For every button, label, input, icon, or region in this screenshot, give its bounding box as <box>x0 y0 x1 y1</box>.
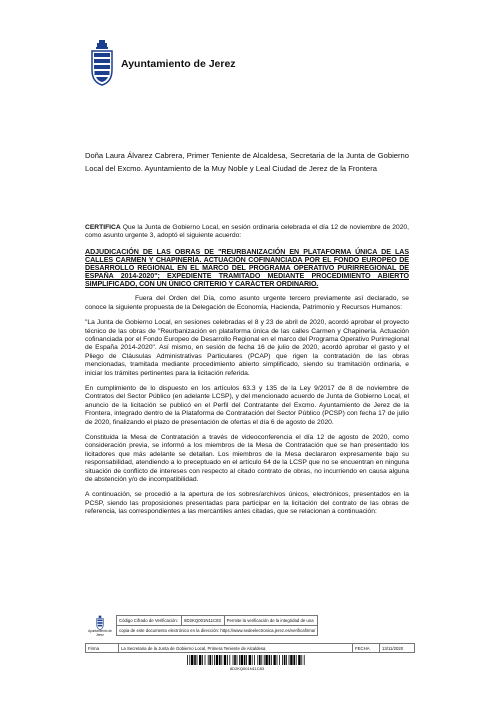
barcode-bar <box>189 655 190 665</box>
barcode-bar <box>202 655 203 665</box>
footer-seal-icon <box>95 615 105 630</box>
barcode-bar <box>273 655 275 665</box>
paragraph: A continuación, se procedió a la apertura de los sobres/archivos únicos, electrónicos, presentados en la PCSP, siendo las proposiciones presentadas para participar en la licitación del contrato de las obras de referencia, las correspondientes a las mercantiles antes citadas, que se relacionan a continuación: <box>85 491 409 516</box>
barcode-bar <box>208 655 209 665</box>
firma-label: Firma <box>86 644 119 653</box>
fecha-value: 13/11/2020 <box>380 644 415 653</box>
barcode-bar <box>254 655 255 665</box>
barcode-bar <box>205 655 206 665</box>
footer-seal <box>85 615 115 640</box>
barcode-bar <box>246 655 247 665</box>
barcode-bar <box>237 655 238 665</box>
fecha-label: FECHA <box>353 644 380 653</box>
barcode-bar <box>290 655 292 665</box>
barcode-bar <box>214 655 215 665</box>
barcode-bar <box>293 655 295 665</box>
barcode-bar <box>227 655 228 665</box>
intro-paragraph: Doña Laura Álvarez Cabrera, Primer Teniente de Alcaldesa, Secretaria de la Junta de Gobierno Local del Excmo. Ayuntamiento de la Muy Noble y Leal Ciudad de Jerez de la Frontera <box>85 151 409 173</box>
barcode-bar <box>221 655 222 665</box>
barcode-bar <box>264 655 265 665</box>
barcode-bar <box>199 655 201 665</box>
barcode-bar <box>304 655 305 665</box>
barcode-bar <box>257 655 258 665</box>
paragraph: En cumplimiento de lo dispuesto en los artículos 63.3 y 135 de la Ley 9/2017 de 8 de noviembre de Contratos del Sector Público (en adelante LCSP), y del mencionado acuerdo de Junta de Gobierno Local, el anuncio de la licitación se publicó en el Perfil del Contratante del Excmo. Ayuntamiento de Jerez de la Frontera, integrado dentro de la Plataforma de Contratación del Sector Público (PCSP) con fecha 17 de julio de 2020, finalizando el plazo de presentación de ofertas el día 6 de agosto de 2020. <box>85 384 409 426</box>
barcode-bar <box>241 655 243 665</box>
barcode-bar <box>279 655 280 665</box>
certifica-paragraph <box>85 224 409 241</box>
barcode-bar <box>286 655 287 665</box>
barcode-bar <box>212 655 213 665</box>
barcode-bar <box>252 655 253 665</box>
barcode-bar <box>191 655 193 665</box>
document-body <box>85 224 409 524</box>
cv-note-url: copia de este documento electrónico en la dirección: https://www.sedeelectronica.jerez.es/verificafirma/ <box>117 626 318 636</box>
barcode-bar <box>261 655 262 665</box>
barcode-bar <box>209 655 211 665</box>
certifica-text: Que la Junta de Gobierno Local, en sesión ordinaria celebrada el día 12 de noviembre de 2020, como asunto urgente 3, adoptó el siguiente acuerdo: <box>85 224 409 240</box>
paragraph: Constituida la Mesa de Contratación a través de videoconferencia el día 12 de agosto de 2020, como consideración previa, se informó a los miembros de la Mesa de Contratación que se han presentado los licitadores que más adelante se detallan. Los miembros de la Mesa declararon expresamente bajo su responsabilidad, atendiendo a lo preceptuado en el artículo 64 de la LCSP que no se encuentran en ninguna situación de conflicto de intereses con respecto al citado contrato de obras, no incurriendo en causa alguna de abstención y/o de incompatibilidad. <box>85 433 409 483</box>
barcode-bar <box>194 655 196 665</box>
paragraph: "La Junta de Gobierno Local, en sesiones celebradas el 8 y 23 de abril de 2020, acordó aprobar el proyecto técnico de las obras de "Reurbanización en plataforma única de las calles Carmen y Chapinería. Actuación cofinanciada por el Fondo Europeo de Desarrollo Regional en el marco del Programa Operativo Purirregional de España 2014-2020". Así mismo, en sesión de fecha 16 de julio de 2020, acordó aprobar el gasto y el Pliego de Cláusulas Administrativas Particulares (PCAP) que rigen la contratación de las obras mencionadas, tramitada mediante procedimiento abierto simplificado, siendo su tramitación ordinaria, e iniciar los trámites pertinentes para la licitación referida. <box>85 319 409 377</box>
verification-footer <box>85 615 415 669</box>
cv-label: Código Cifrado de Verificación: <box>117 616 182 626</box>
barcode-bar <box>229 655 230 665</box>
cv-code: 8D2KQ001N11C83 <box>182 616 224 626</box>
paragraph: Fuera del Orden del Día, como asunto urgente tercero previamente así declarado, se conoce la siguiente propuesta de la Delegación de Economía, Hacienda, Patrimonio y Recursos Humanos: <box>85 295 409 311</box>
verification-table <box>116 615 318 636</box>
cv-note: Permite la verificación de la integridad de una <box>224 616 318 626</box>
barcode-bar <box>219 655 221 665</box>
jerez-coat-of-arms-logo <box>90 40 114 86</box>
barcode-bar <box>289 655 290 665</box>
barcode-bar <box>301 655 302 665</box>
barcode-bar <box>265 655 267 665</box>
barcode-bar <box>197 655 198 665</box>
barcode-bar <box>239 655 240 665</box>
barcode-bar <box>224 655 226 665</box>
barcode-bar <box>234 655 236 665</box>
barcode-bar <box>259 655 261 665</box>
barcode-bar <box>298 655 300 665</box>
barcode-bar <box>284 655 286 665</box>
barcode-bar <box>216 655 218 665</box>
barcode-bar <box>269 655 271 665</box>
barcode-text: 8D2KQ001N11C83 <box>229 666 265 671</box>
signature-table <box>85 643 415 653</box>
firma-value: La Secretaria de la Junta de Gobierno Local, Primera Teniente de Alcaldesa <box>119 644 353 653</box>
organization-name: Ayuntamiento de Jerez <box>121 58 236 70</box>
barcode-bar <box>187 655 188 665</box>
barcode-bar <box>249 655 251 665</box>
barcode-bar <box>244 655 246 665</box>
subject-heading: ADJUDICACIÓN DE LAS OBRAS DE "REURBANIZACIÓN EN PLATAFORMA ÚNICA DE LAS CALLES CARMEN Y CHAPINERÍA. ACTUACIÓN COFINANCIADA POR EL FONDO EUROPEO DE DESARROLLO REGIONAL EN EL MARCO DEL PROGRAMA OPERATIVO PURIRREGIONAL DE ESPAÑA 2014-2020"; EXPEDIENTE TRAMITADO MEDIANTE PROCEDIMIENTO ABIERTO SIMPLIFICADO, CON UN ÚNICO CRITERIO Y CARÁCTER ORDINARIO. <box>85 247 409 289</box>
certifica-label: CERTIFICA <box>85 224 121 231</box>
barcode-bar <box>296 655 297 665</box>
barcode <box>187 655 307 665</box>
barcode-bar <box>233 655 234 665</box>
barcode-bar <box>282 655 283 665</box>
barcode-bar <box>277 655 278 665</box>
barcode-bar <box>271 655 272 665</box>
footer-seal-text: Ayuntamiento de Jerez <box>88 629 112 637</box>
